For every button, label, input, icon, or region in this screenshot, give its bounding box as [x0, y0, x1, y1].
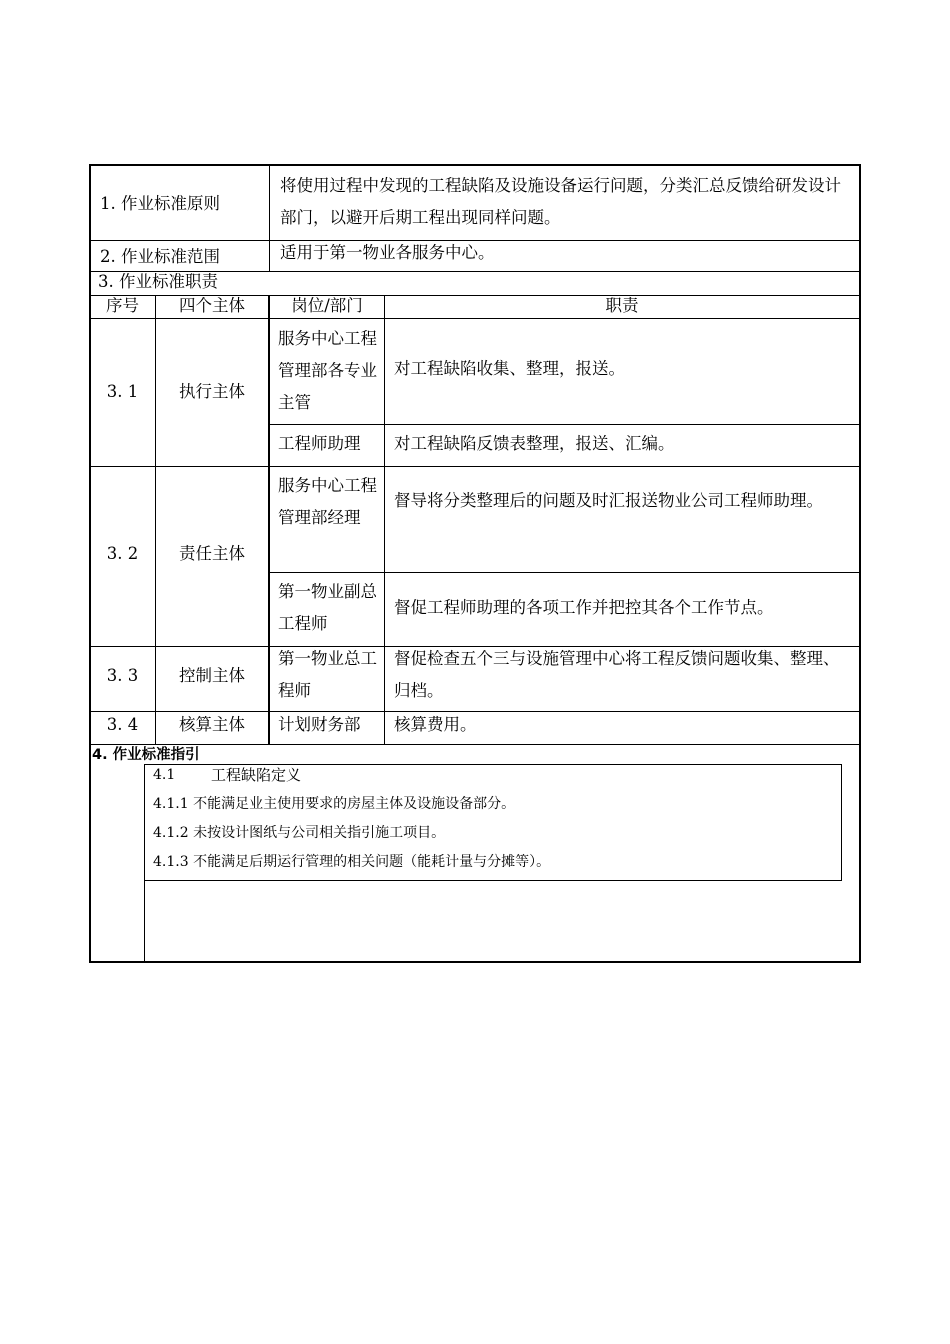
row-duty: 督导将分类整理后的问题及时汇报送物业公司工程师助理。 [394, 491, 823, 510]
section4-label: 4. 作业标准指引 [92, 747, 200, 763]
row-duty: 督促检查五个三与设施管理中心将工程反馈问题收集、整理、归档。 [394, 649, 840, 700]
header-no: 序号 [106, 296, 139, 315]
section2-label: 2. 作业标准范围 [100, 247, 220, 266]
section3-label: 3. 作业标准职责 [98, 272, 218, 291]
section1-label: 1. 作业标准原则 [100, 194, 220, 213]
header-dept: 岗位/部门 [291, 296, 363, 315]
section4-item: 4.1.3 不能满足后期运行管理的相关问题（能耗计量与分摊等）。 [153, 854, 551, 870]
row-duty: 对工程缺陷收集、整理，报送。 [394, 359, 625, 378]
header-duty: 职责 [605, 296, 639, 315]
row-subject: 核算主体 [179, 715, 245, 734]
row-dept: 第一物业副总工程师 [278, 582, 377, 633]
header-subject: 四个主体 [179, 296, 245, 315]
row-subject: 控制主体 [179, 666, 245, 685]
row-subject: 执行主体 [179, 382, 245, 401]
row-dept: 第一物业总工程师 [278, 649, 377, 700]
section1-content: 将使用过程中发现的工程缺陷及设施设备运行问题，分类汇总反馈给研发设计部门，以避开后期工程出现同样问题。 [280, 176, 841, 227]
section4-sub-title: 工程缺陷定义 [211, 766, 302, 784]
row-no: 3. 1 [106, 382, 139, 401]
row-no: 3. 4 [106, 715, 139, 734]
row-dept: 服务中心工程管理部经理 [278, 476, 377, 527]
row-no: 3. 3 [106, 666, 139, 685]
section4-item: 4.1.1 不能满足业主使用要求的房屋主体及设施设备部分。 [153, 796, 516, 812]
section4-item: 4.1.2 未按设计图纸与公司相关指引施工项目。 [153, 825, 446, 841]
section4-sub-no: 4.1 [153, 767, 176, 783]
row-duty: 督促工程师助理的各项工作并把控其各个工作节点。 [394, 598, 774, 617]
section2-content: 适用于第一物业各服务中心。 [280, 243, 495, 262]
row-dept: 服务中心工程管理部各专业主管 [278, 329, 377, 412]
row-subject: 责任主体 [179, 544, 245, 563]
row-duty: 核算费用。 [394, 715, 477, 734]
row-duty: 对工程缺陷反馈表整理，报送、汇编。 [394, 434, 675, 453]
row-no: 3. 2 [106, 544, 139, 563]
row-dept: 计划财务部 [278, 715, 361, 734]
row-dept: 工程师助理 [278, 434, 361, 453]
